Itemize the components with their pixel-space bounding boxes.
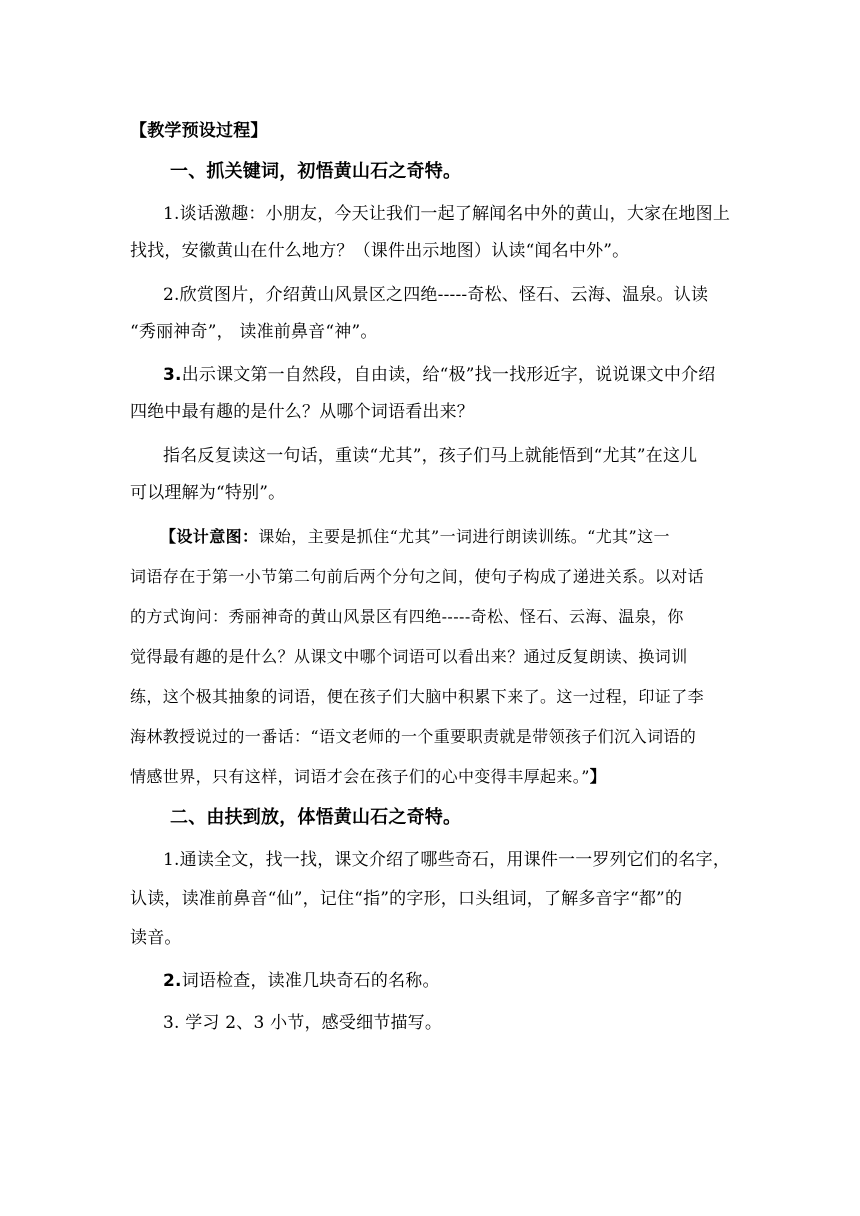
design-intent-close: 】 (589, 767, 607, 786)
design-intent-line4: 觉得最有趣的是什么？从课文中哪个词语可以看出来？通过反复朗读、换词训 (130, 647, 688, 666)
part1-p3-number: 3. (163, 365, 182, 385)
part2-p1-line3: 读音。 (130, 928, 182, 948)
section-title: 【教学预设过程】 (130, 121, 268, 141)
design-intent-label: 【设计意图： (160, 527, 259, 546)
part1-heading: 一、抓关键词，初悟黄山石之奇特。 (170, 161, 462, 182)
design-intent-line7 (130, 764, 606, 790)
part1-p2-line2: “秀丽神奇”， 读准前鼻音“神”。 (130, 322, 378, 342)
part2-p2-line1 (163, 968, 440, 994)
part1-p3-line2: 四绝中最有趣的是什么？从哪个词语看出来？ (130, 402, 474, 422)
part1-p2-line1: 2.欣赏图片，介绍黄山风景区之四绝-----奇松、怪石、云海、温泉。认读 (163, 285, 709, 305)
design-intent-line6: 海林教授说过的一番话：“语文老师的一个重要职责就是带领孩子们沉入词语的 (130, 727, 697, 746)
design-intent-line7-text: 情感世界，只有这样，词语才会在孩子们的心中变得丰厚起来。” (130, 767, 590, 786)
part1-p1-line1: 1.谈话激趣：小朋友，今天让我们一起了解闻名中外的黄山，大家在地图上 (163, 204, 731, 224)
part1-p4-line2: 可以理解为“特别”。 (130, 483, 286, 503)
part2-p2-number: 2. (163, 971, 182, 991)
part1-p3-line1 (163, 362, 715, 388)
design-intent-line3: 的方式询问：秀丽神奇的黄山风景区有四绝-----奇松、怪石、云海、温泉，你 (130, 607, 684, 626)
design-intent-line2: 词语存在于第一小节第二句前后两个分句之间，使句子构成了递进关系。以对话 (130, 567, 705, 586)
part1-p4-line1: 指名反复读这一句话，重读“尤其”，孩子们马上就能悟到“尤其”在这儿 (163, 446, 698, 466)
design-intent-line1-text: 课始，主要是抓住“尤其”一词进行朗读训练。“尤其”这一 (258, 527, 670, 546)
design-intent-line1 (160, 524, 670, 550)
part1-p3-line1-text: 出示课文第一自然段，自由读，给“极”找一找形近字，说说课文中介绍 (181, 365, 716, 385)
part2-p1-line2: 认读，读准前鼻音“仙”，记住“指”的字形，口头组词，了解多音字“都”的 (130, 889, 683, 909)
part2-p1-line1: 1.通读全文，找一找，课文介绍了哪些奇石，用课件一一罗列它们的名字， (163, 850, 731, 870)
part2-p2-text: 词语检查，读准几块奇石的名称。 (181, 971, 440, 991)
part1-p1-line2: 找找，安徽黄山在什么地方？（课件出示地图）认读“闻名中外”。 (130, 241, 630, 261)
part2-p3-line1: 3. 学习 2、3 小节，感受细节描写。 (163, 1013, 443, 1033)
part2-heading: 二、由扶到放，体悟黄山石之奇特。 (170, 807, 462, 828)
design-intent-line5: 练，这个极其抽象的词语，便在孩子们大脑中积累下来了。这一过程，印证了李 (130, 687, 705, 706)
